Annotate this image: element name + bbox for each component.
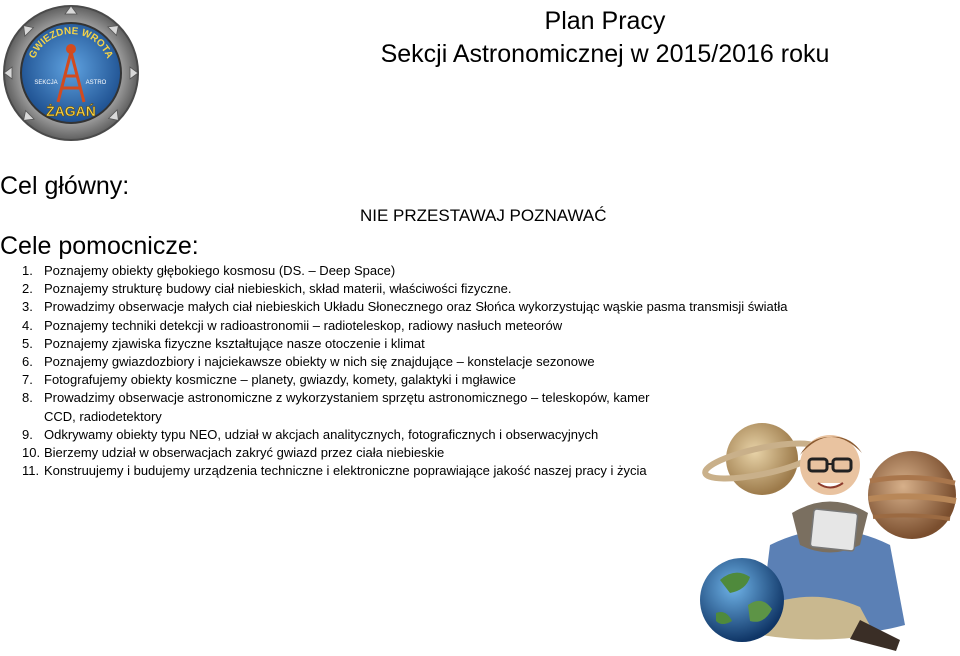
list-item: 9. Odkrywamy obiekty typu NEO, udział w akcjach analitycznych, fotograficznych i obserwacyjnych — [22, 426, 599, 442]
astronomy-illustration — [700, 395, 960, 656]
logo-top-text: GWIEZDNE WROTA — [27, 25, 115, 61]
page-title-line2: Sekcji Astronomicznej w 2015/2016 roku — [380, 40, 830, 68]
list-item: 2. Poznajemy strukturę budowy ciał niebieskich, skład materii, właściwości fizyczne. — [22, 281, 512, 297]
logo-bottom-text: ŻAGAŃ — [46, 103, 96, 119]
jupiter-planet — [868, 451, 956, 539]
list-item: 7. Fotografujemy obiekty kosmiczne – planety, gwiazdy, komety, galaktyki i mgławice — [22, 372, 516, 388]
main-goal-motto: NIE PRZESTAWAJ POZNAWAĆ — [360, 206, 607, 225]
main-goal-heading: Cel główny: — [0, 172, 130, 200]
list-item: 3. Prowadzimy obserwacje małych ciał niebieskich Układu Słonecznego oraz Słońca wykorzystując wąskie pasma transmisji światła — [22, 299, 788, 315]
list-item: 11. Konstruujemy i budujemy urządzenia techniczne i elektroniczne poprawiające jakość naszej pracy i życia — [22, 463, 647, 479]
stargate-logo — [2, 4, 140, 142]
list-item: 8. Prowadzimy obserwacje astronomiczne z wykorzystaniem sprzętu astronomicznego – teleskopów, kamer CCD, radiodetektory — [22, 390, 650, 424]
logo-right-text: ASTRO — [85, 80, 107, 86]
logo-left-text: SEKCJA — [34, 80, 58, 86]
sub-goals-heading: Cele pomocnicze: — [0, 232, 199, 260]
page-title-line1: Plan Pracy — [544, 7, 666, 35]
list-item: 6. Poznajemy gwiazdozbiory i najciekawsze obiekty w nich się znajdujące – konstelacje sezonowe — [22, 354, 595, 370]
list-item: 10. Bierzemy udział w obserwacjach zakryć gwiazd przez ciała niebieskie — [22, 445, 445, 461]
list-item: 1. Poznajemy obiekty głębokiego kosmosu (DS. – Deep Space) — [22, 263, 396, 278]
list-item: 5. Poznajemy zjawiska fizyczne kształtujące nasze otoczenie i klimat — [22, 335, 425, 351]
list-item: 4. Poznajemy techniki detekcji w radioastronomii – radioteleskop, radiowy nasłuch meteorów — [22, 317, 563, 333]
earth-planet — [700, 558, 784, 642]
